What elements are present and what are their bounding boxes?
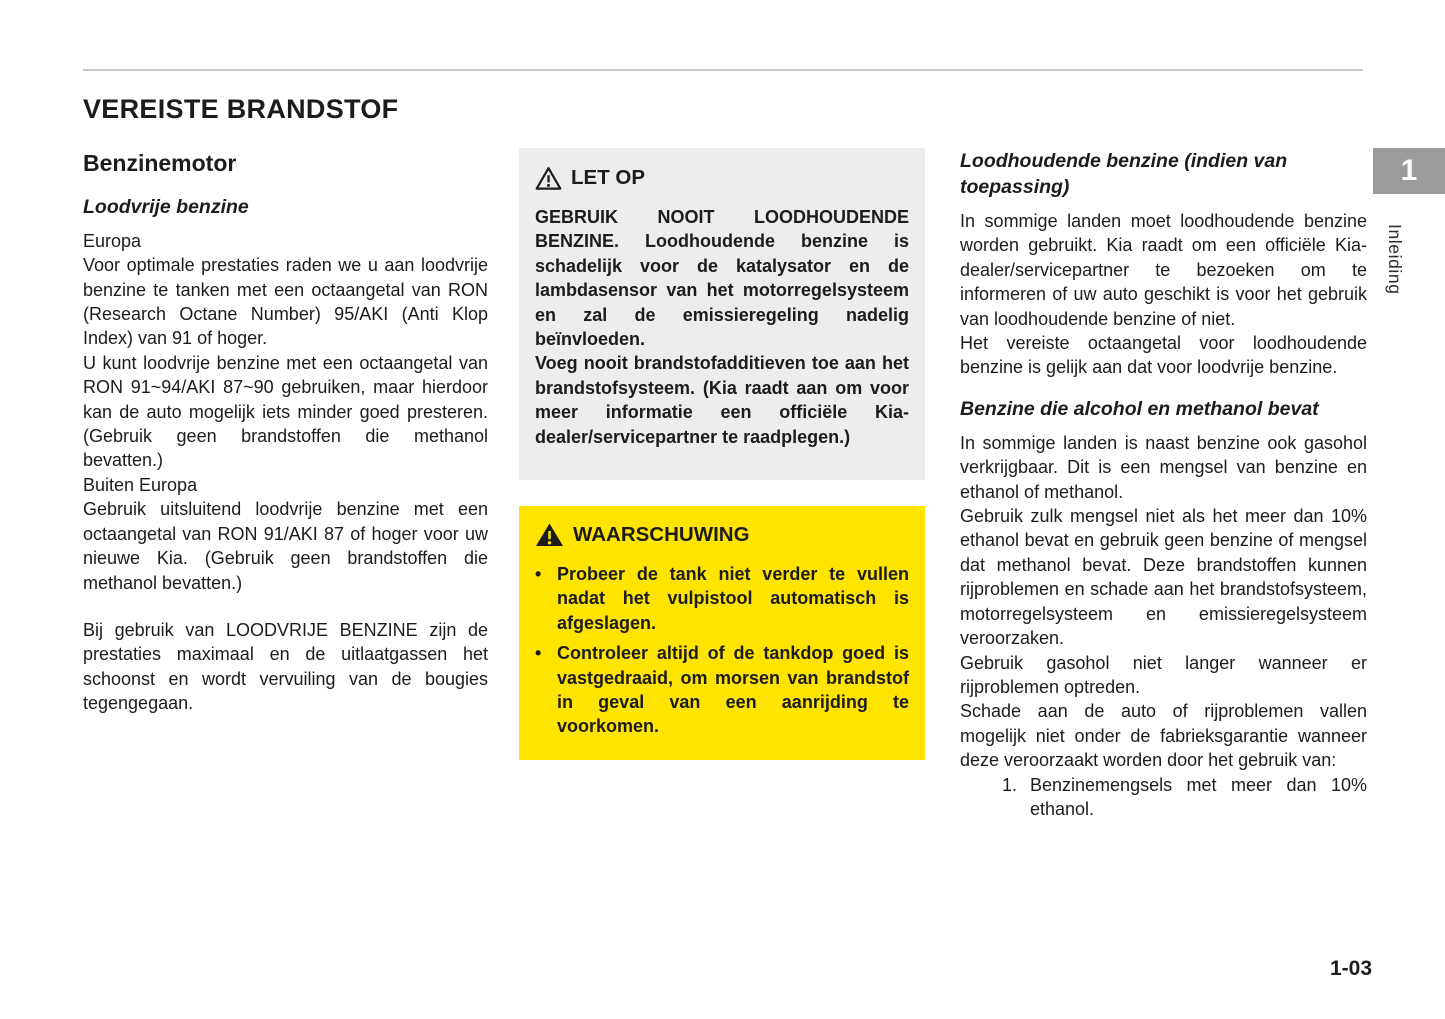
paragraph: In sommige landen is naast benzine ook gasohol verkrijgbaar. Dit is een mengsel van benzine en ethanol of methanol.	[960, 432, 1367, 502]
warning-box	[519, 506, 925, 760]
bullet-marker: •	[535, 643, 542, 664]
paragraph: Gebruik gasohol niet langer wanneer er rijproblemen optreden.	[960, 652, 1367, 697]
caution-box	[519, 148, 925, 480]
paragraph: Gebruik uitsluitend loodvrije benzine met een octaangetal van RON 91/AKI 87 of hoger voor uw nieuwe Kia. (Gebruik geen brandstoffen die methanol bevatten.)	[83, 499, 488, 593]
subheading-loodhoudende-benzine: Loodhoudende benzine (indien van toepassing)	[960, 150, 1288, 198]
paragraph: Schade aan de auto of rijproblemen vallen mogelijk niet onder de fabrieksgarantie wanneer deze veroorzaakt worden door het gebruik van:	[960, 701, 1367, 771]
paragraph: U kunt loodvrije benzine met een octaangetal van RON 91~94/AKI 87~90 gebruiken, maar hierdoor kan de auto mogelijk iets minder goed presteren. (Gebruik geen brandstoffen die methanol bevatten.)	[83, 352, 488, 471]
paragraph: Voor optimale prestaties raden we u aan loodvrije benzine te tanken met een octaangetal van RON (Research Octane Number) 95/AKI (Anti Klop Index) van 91 of hoger.	[83, 255, 488, 349]
caution-paragraph: GEBRUIK NOOIT LOODHOUDENDE BENZINE. Loodhoudende benzine is schadelijk voor de katalysator en de lambdasensor van het motorregelsysteem en zal de emissieregeling nadelig beïnvloeden.	[535, 207, 909, 350]
caution-icon	[535, 166, 562, 191]
warning-bullet-item	[535, 641, 909, 739]
caution-box-title-row	[535, 166, 909, 191]
middle-column	[519, 148, 925, 760]
region-label-buiten-europa: Buiten Europa	[83, 474, 198, 495]
paragraph: Gebruik zulk mengsel niet als het meer dan 10% ethanol bevat en gebruik geen benzine of mengsel dat methanol bevat. Deze brandstoffen kunnen rijproblemen en schade aan het brandstofsysteem, motorregelsysteem en emissieregelsysteem veroorzaken.	[960, 506, 1367, 649]
chapter-side-label: Inleiding	[1385, 224, 1405, 295]
subheading-benzine-alcohol-methanol: Benzine die alcohol en methanol bevat	[960, 397, 1319, 420]
paragraph: In sommige landen moet loodhoudende benzine worden gebruikt. Kia raadt om een officiële Kia-dealer/servicepartner te bezoeken om te informeren of uw auto geschikt is voor het gebruik van loodhoudende benzine of niet.	[960, 211, 1367, 329]
warning-icon	[535, 522, 564, 548]
warning-bullet-text: Probeer de tank niet verder te vullen nadat het vulpistool automatisch is afgeslagen.	[557, 564, 909, 633]
paragraph: Bij gebruik van LOODVRIJE BENZINE zijn de prestaties maximaal en de uitlaatgassen het schoonst en wordt vervuiling van de bougies tegengegaan.	[83, 619, 488, 714]
bullet-marker: •	[535, 564, 542, 584]
subheading-loodvrije-benzine: Loodvrije benzine	[83, 196, 249, 219]
warning-box-title-row	[535, 522, 909, 548]
page-number: 1-03	[1329, 957, 1372, 980]
chapter-tab: 1	[1373, 148, 1445, 194]
caution-paragraph: Voeg nooit brandstofadditieven toe aan het brandstofsysteem. (Kia raadt aan om voor meer informatie een officiële Kia-dealer/servicepartner te raadplegen.)	[535, 353, 909, 447]
warning-bullet-item	[535, 562, 909, 635]
region-label-europa: Europa	[83, 230, 142, 251]
paragraph: Het vereiste octaangetal voor loodhoudende benzine is gelijk aan dat voor loodvrije benzine.	[960, 333, 1367, 378]
caution-box-title: LET OP	[571, 166, 646, 190]
left-column	[83, 151, 488, 716]
list-item-text: Benzinemengsels met meer dan 10% ethanol.	[1030, 774, 1367, 819]
list-number: 1.	[1002, 774, 1018, 795]
right-column	[960, 148, 1367, 821]
top-divider	[83, 69, 1363, 71]
section-heading-benzinemotor: Benzinemotor	[83, 150, 237, 176]
warning-bullet-text: Controleer altijd of de tankdop goed is vastgedraaid, om morsen van brandstof in geval van een aanrijding te voorkomen.	[557, 643, 909, 737]
numbered-list-item	[960, 773, 1367, 822]
page-title: VEREISTE BRANDSTOF	[83, 94, 399, 124]
warning-box-title: WAARSCHUWING	[573, 522, 750, 546]
